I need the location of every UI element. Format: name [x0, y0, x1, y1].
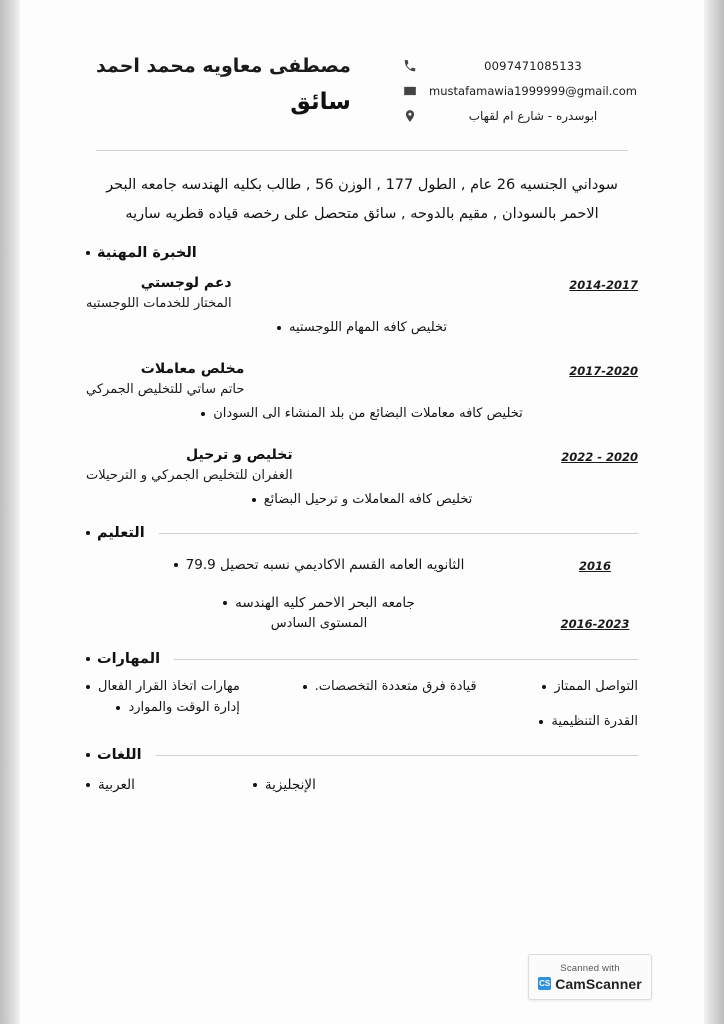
candidate-name: مصطفى معاويه محمد احمد [96, 55, 351, 77]
contact-email [402, 83, 638, 99]
bullet-dot-icon [86, 531, 90, 535]
education-heading-rule [159, 533, 638, 534]
envelope-icon [402, 83, 418, 99]
section-experience [86, 245, 638, 507]
camscanner-brand-row [538, 976, 642, 992]
education-date: 2016-2023 [560, 617, 630, 631]
job-role: تخليص و ترحيل [186, 447, 293, 463]
job-heading [86, 275, 232, 311]
education-heading [86, 525, 638, 541]
page-right-shadow [704, 0, 724, 1024]
education-entry [86, 557, 638, 573]
job-organization: المختار للخدمات اللوجستيه [86, 296, 232, 311]
job-bullet-text: تخليص كافه المعاملات و ترحيل البضائع [263, 492, 473, 507]
job-entry [86, 361, 638, 421]
education-line [86, 557, 552, 573]
skill-item [303, 679, 477, 694]
skills-title: المهارات [97, 651, 161, 667]
camscanner-logo-icon: CS [539, 979, 551, 988]
bullet-dot-icon [253, 783, 257, 787]
job-role: مخلص معاملات [140, 361, 245, 377]
bullet-dot-icon [277, 326, 281, 330]
candidate-job-title: سائق [290, 88, 351, 115]
bullet-dot-icon [539, 720, 543, 724]
education-sub-text: المستوى السادس [270, 616, 368, 631]
bullet-dot-icon [116, 706, 120, 710]
bullet-dot-icon [86, 685, 90, 689]
language-text: الإنجليزية [264, 777, 316, 793]
languages-title: اللغات [97, 747, 142, 763]
section-education [86, 525, 638, 631]
bullet-dot-icon [174, 563, 178, 567]
job-bullet-text: تخليص كافه معاملات البضائع من بلد المنشاء الى السودان [213, 406, 523, 421]
languages-heading-rule [156, 755, 638, 756]
education-text: جامعه البحر الاحمر كليه الهندسه [235, 595, 415, 611]
resume-header [86, 36, 638, 124]
phone-icon [402, 58, 418, 74]
job-date: 2017-2020 [569, 364, 638, 378]
bullet-dot-icon [86, 753, 90, 757]
resume-content [86, 36, 638, 793]
language-item [86, 777, 135, 793]
experience-title: الخبرة المهنية [97, 245, 197, 261]
skill-item [86, 700, 240, 715]
skill-text: القدرة التنظيمية [551, 714, 638, 729]
skills-column [86, 679, 240, 715]
education-line [86, 595, 552, 611]
skill-text: التواصل الممتاز [554, 679, 638, 694]
job-bullet-text: تخليص كافه المهام اللوجستيه [288, 320, 448, 335]
skill-item [539, 714, 638, 729]
language-text: العربية [98, 777, 135, 793]
skills-column [539, 679, 638, 729]
phone-number: 0097471085133 [484, 59, 582, 73]
education-title-wrap [86, 525, 145, 541]
job-bullet-line [86, 406, 638, 421]
experience-heading [86, 245, 638, 261]
job-organization: حاتم ساتي للتخليص الجمركي [86, 382, 245, 397]
education-title: التعليم [97, 525, 145, 541]
bullet-dot-icon [86, 783, 90, 787]
job-bullet-line [86, 492, 638, 507]
bullet-dot-icon [303, 685, 307, 689]
education-date: 2016 [578, 559, 611, 573]
job-entry [86, 275, 638, 335]
contact-phone [402, 58, 638, 74]
contact-info [402, 54, 638, 124]
job-heading [86, 447, 293, 483]
job-bullets [86, 406, 638, 421]
profile-summary: سوداني الجنسيه 26 عام , الطول 177 , الوزن 56 , طالب بكليه الهندسه جامعه البحر الاحمر بالسودان , مقيم بالدوحه , سائق متحصل على رخصه قياده قطريه ساريه [106, 177, 618, 222]
bullet-dot-icon [252, 498, 256, 502]
job-date: 2014-2017 [569, 278, 638, 292]
document-sheet [20, 0, 704, 1024]
skill-text: قيادة فرق متعددة التخصصات. [314, 679, 477, 694]
education-main [86, 557, 552, 573]
email-address: mustafamawia1999999@gmail.com [429, 84, 637, 98]
languages-title-wrap [86, 747, 142, 763]
skill-item [539, 679, 638, 694]
language-item [253, 777, 316, 793]
bullet-dot-icon [86, 657, 90, 661]
skills-heading-rule [174, 659, 638, 660]
camscanner-watermark [528, 954, 652, 1000]
experience-title-wrap [86, 245, 197, 261]
section-skills [86, 651, 638, 729]
job-entry [86, 447, 638, 507]
location-pin-icon [402, 108, 418, 124]
skills-grid [86, 679, 638, 729]
section-languages [86, 747, 638, 793]
skills-column [303, 679, 477, 694]
education-entry [86, 595, 638, 631]
bullet-dot-icon [201, 412, 205, 416]
address-text: ابوسدره - شارع ام لقهاب [468, 109, 598, 123]
skill-item [86, 679, 240, 694]
skills-title-wrap [86, 651, 160, 667]
education-main [86, 595, 552, 631]
name-title-block [86, 54, 351, 116]
page-left-shadow [0, 0, 20, 1024]
skill-text: إدارة الوقت والموارد [128, 700, 240, 715]
education-text: الثانويه العامه القسم الاكاديمي نسبه تحصيل 79.9 [185, 557, 465, 573]
header-divider [96, 150, 628, 151]
job-role: دعم لوجستي [140, 275, 232, 291]
skills-heading [86, 651, 638, 667]
job-row [86, 275, 638, 311]
contact-address [402, 108, 638, 124]
languages-heading [86, 747, 638, 763]
camscanner-brand-text: CamScanner [555, 975, 642, 992]
bullet-dot-icon [542, 685, 546, 689]
job-bullets [86, 320, 638, 335]
languages-row [86, 777, 638, 793]
scanned-with-label: Scanned with [560, 962, 620, 974]
job-organization: الغفران للتخليص الجمركي و الترحيلات [86, 468, 293, 483]
job-row [86, 447, 638, 483]
job-date: 2022 - 2020 [561, 450, 638, 464]
skill-text: مهارات اتخاذ القرار الفعال [98, 679, 240, 694]
bullet-dot-icon [223, 601, 227, 605]
job-bullets [86, 492, 638, 507]
bullet-dot-icon [86, 251, 90, 255]
job-bullet-line [86, 320, 638, 335]
job-row [86, 361, 638, 397]
job-heading [86, 361, 244, 397]
